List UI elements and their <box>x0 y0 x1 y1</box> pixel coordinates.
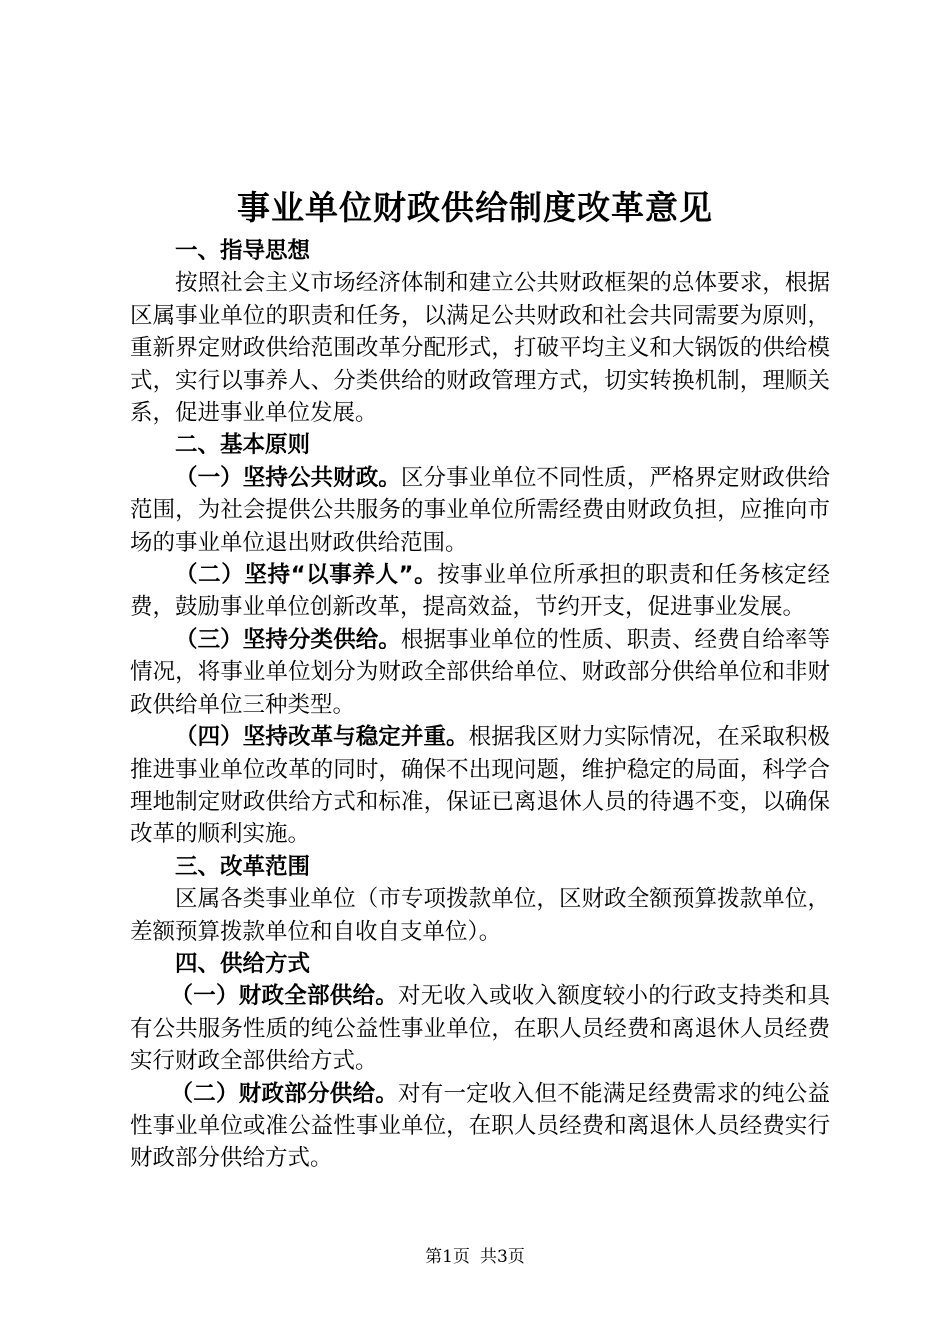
paragraph-principle-2 <box>130 559 830 624</box>
principle-2-lead: （二）坚持“以事养人”。 <box>175 562 438 589</box>
section-heading-reform-scope: 三、改革范围 <box>175 853 311 880</box>
page-number-total: 共3页 <box>480 1247 525 1267</box>
paragraph-principle-3 <box>130 624 830 721</box>
supply-method-2-lead: （二）财政部分供给。 <box>170 1080 398 1107</box>
principle-4-lead: （四）坚持改革与稳定并重。 <box>175 724 469 751</box>
principle-1-lead: （一）坚持公共财政。 <box>175 464 401 491</box>
document-title: 事业单位财政供给制度改革意见 <box>237 188 713 227</box>
document-body <box>130 235 830 1175</box>
paragraph-supply-method-2 <box>130 1078 830 1175</box>
principle-3-text: 根据事业单位的性质、职责、经费自给率等情况，将事业单位划分为财政全部供给单位、财政部分供给单位和非财政供给单位三种类型。 <box>130 626 830 718</box>
page-number-current: 第1页 <box>425 1247 470 1267</box>
section-heading-supply-methods: 四、供给方式 <box>175 950 311 977</box>
section-heading-basic-principles: 二、基本原则 <box>175 432 311 459</box>
page-footer <box>0 1245 950 1269</box>
supply-method-1-text: 对无收入或收入额度较小的行政支持类和具有公共服务性质的纯公益性事业单位，在职人员经费和离退休人员经费实行财政全部供给方式。 <box>130 983 830 1075</box>
supply-method-1-lead: （一）财政全部供给。 <box>170 983 398 1010</box>
principle-4-text: 根据我区财力实际情况，在采取积极推进事业单位改革的同时，确保不出现问题，维护稳定的局面，科学合理地制定财政供给方式和标准，保证已离退休人员的待遇不变，以确保改革的顺利实施。 <box>130 724 830 848</box>
section-heading-guiding-ideology: 一、指导思想 <box>175 238 311 264</box>
paragraph-principle-1 <box>130 462 830 559</box>
supply-method-2-text: 对有一定收入但不能满足经费需求的纯公益性事业单位或准公益性事业单位，在职人员经费和离退休人员经费实行财政部分供给方式。 <box>130 1080 830 1172</box>
principle-2-text: 按事业单位所承担的职责和任务核定经费，鼓励事业单位创新改革，提高效益，节约开支，促进事业发展。 <box>130 562 830 621</box>
paragraph-guiding-ideology: 按照社会主义市场经济体制和建立公共财政框架的总体要求，根据区属事业单位的职责和任务，以满足公共财政和社会共同需要为原则，重新界定财政供给范围改革分配形式，打破平均主义和大锅饭的供给模式，实行以事养人、分类供给的财政管理方式，切实转换机制，理顺关系，促进事业单位发展。 <box>130 270 830 427</box>
principle-1-text: 区分事业单位不同性质，严格界定财政供给范围，为社会提供公共服务的事业单位所需经费由财政负担，应推向市场的事业单位退出财政供给范围。 <box>130 464 830 556</box>
paragraph-supply-method-1 <box>130 980 830 1077</box>
principle-3-lead: （三）坚持分类供给。 <box>175 626 401 653</box>
paragraph-reform-scope: 区属各类事业单位（市专项拨款单位，区财政全额预算拨款单位，差额预算拨款单位和自收自支单位）。 <box>130 886 830 945</box>
paragraph-principle-4 <box>130 721 830 851</box>
